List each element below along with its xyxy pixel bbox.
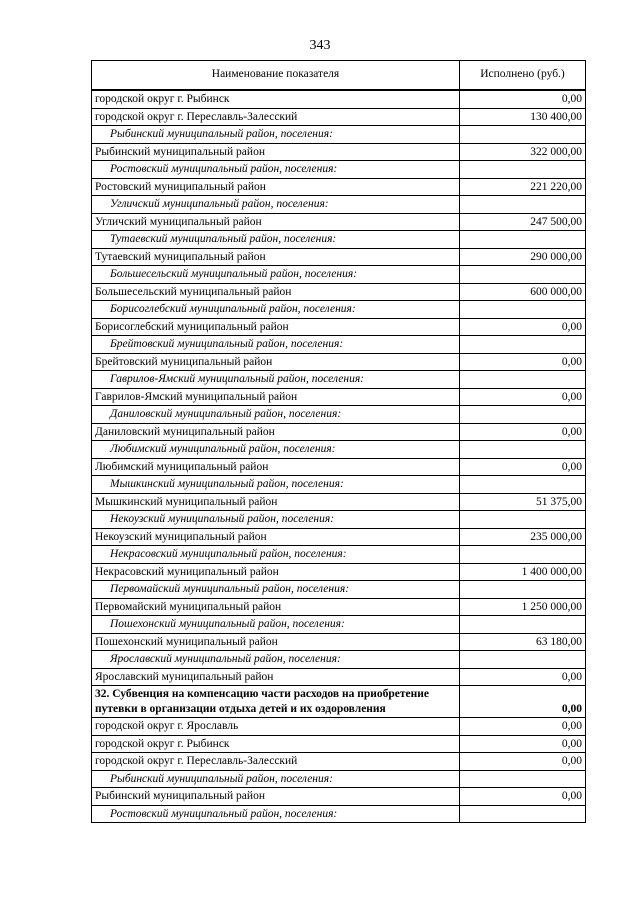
indicator-name: Большесельский муниципальный район, поселения: [92, 266, 460, 284]
indicator-name: городской округ г. Рыбинск [92, 735, 460, 753]
municipal-group-row [92, 805, 586, 823]
table-header-row [92, 61, 586, 91]
report-table [91, 60, 586, 823]
indicator-name: Мышкинский муниципальный район, поселения: [92, 476, 460, 494]
table-row [92, 598, 586, 616]
indicator-name: городской округ г. Переславль-Залесский [92, 753, 460, 771]
executed-amount [460, 336, 586, 354]
municipal-group-row [92, 581, 586, 599]
indicator-name: Некрасовский муниципальный район, поселения: [92, 546, 460, 564]
indicator-name: городской округ г. Ярославль [92, 718, 460, 736]
indicator-name: Тутаевский муниципальный район, поселения: [92, 231, 460, 249]
executed-amount [460, 161, 586, 179]
municipal-group-row [92, 441, 586, 459]
indicator-name: Борисоглебский муниципальный район [92, 318, 460, 336]
table-row [92, 108, 586, 126]
indicator-name: Пошехонский муниципальный район [92, 633, 460, 651]
page-number: 343 [309, 38, 331, 53]
municipal-group-row [92, 770, 586, 788]
executed-amount: 0,00 [460, 718, 586, 736]
indicator-name: Даниловский муниципальный район, поселения: [92, 406, 460, 424]
table-row [92, 423, 586, 441]
executed-amount [460, 406, 586, 424]
executed-amount: 130 400,00 [460, 108, 586, 126]
indicator-name: Борисоглебский муниципальный район, поселения: [92, 301, 460, 319]
table-row [92, 668, 586, 686]
municipal-group-row [92, 161, 586, 179]
executed-amount: 0,00 [460, 753, 586, 771]
indicator-name: Гаврилов-Ямский муниципальный район [92, 388, 460, 406]
executed-amount [460, 301, 586, 319]
indicator-name: Угличский муниципальный район [92, 213, 460, 231]
indicator-name: Некоузский муниципальный район [92, 528, 460, 546]
executed-amount [460, 581, 586, 599]
column-header-name: Наименование показателя [92, 61, 460, 91]
table-row [92, 458, 586, 476]
indicator-name: Ростовский муниципальный район, поселения: [92, 161, 460, 179]
executed-amount: 290 000,00 [460, 248, 586, 266]
table-row [92, 143, 586, 161]
executed-amount: 0,00 [460, 423, 586, 441]
indicator-name: Угличский муниципальный район, поселения: [92, 196, 460, 214]
indicator-name: Рыбинский муниципальный район, поселения: [92, 770, 460, 788]
executed-amount [460, 616, 586, 634]
indicator-name: Брейтовский муниципальный район, поселения: [92, 336, 460, 354]
executed-amount [460, 196, 586, 214]
table-row [92, 283, 586, 301]
indicator-name: Некрасовский муниципальный район [92, 563, 460, 581]
executed-amount [460, 511, 586, 529]
executed-amount [460, 126, 586, 144]
indicator-name: Некоузский муниципальный район, поселения: [92, 511, 460, 529]
indicator-name: Любимский муниципальный район, поселения: [92, 441, 460, 459]
executed-amount: 0,00 [460, 788, 586, 806]
executed-amount: 322 000,00 [460, 143, 586, 161]
municipal-group-row [92, 231, 586, 249]
executed-amount: 63 180,00 [460, 633, 586, 651]
executed-amount [460, 371, 586, 389]
executed-amount: 0,00 [460, 318, 586, 336]
table-row [92, 353, 586, 371]
municipal-group-row [92, 301, 586, 319]
executed-amount: 0,00 [460, 735, 586, 753]
table-row [92, 213, 586, 231]
executed-amount [460, 476, 586, 494]
municipal-group-row [92, 196, 586, 214]
executed-amount [460, 441, 586, 459]
executed-amount: 0,00 [460, 668, 586, 686]
executed-amount [460, 770, 586, 788]
municipal-group-row [92, 511, 586, 529]
table-row [92, 493, 586, 511]
indicator-name: Ростовский муниципальный район, поселения: [92, 805, 460, 823]
indicator-name: Большесельский муниципальный район [92, 283, 460, 301]
executed-amount: 221 220,00 [460, 178, 586, 196]
indicator-name: Мышкинский муниципальный район [92, 493, 460, 511]
table-row [92, 388, 586, 406]
table-row [92, 788, 586, 806]
indicator-name: Рыбинский муниципальный район [92, 788, 460, 806]
indicator-name: Брейтовский муниципальный район [92, 353, 460, 371]
table-row [92, 528, 586, 546]
indicator-name: городской округ г. Переславль-Залесский [92, 108, 460, 126]
municipal-group-row [92, 651, 586, 669]
table-row [92, 248, 586, 266]
table-row [92, 90, 586, 108]
table-row [92, 563, 586, 581]
table-body [92, 90, 586, 823]
indicator-name: Рыбинский муниципальный район, поселения: [92, 126, 460, 144]
municipal-group-row [92, 546, 586, 564]
executed-amount: 1 400 000,00 [460, 563, 586, 581]
executed-amount: 600 000,00 [460, 283, 586, 301]
indicator-name: Любимский муниципальный район [92, 458, 460, 476]
indicator-name: Ростовский муниципальный район [92, 178, 460, 196]
municipal-group-row [92, 616, 586, 634]
executed-amount: 0,00 [460, 388, 586, 406]
executed-amount [460, 805, 586, 823]
municipal-group-row [92, 476, 586, 494]
table-row [92, 735, 586, 753]
executed-amount [460, 546, 586, 564]
indicator-name: Тутаевский муниципальный район [92, 248, 460, 266]
table-row [92, 178, 586, 196]
municipal-group-row [92, 126, 586, 144]
municipal-group-row [92, 266, 586, 284]
table-row [92, 318, 586, 336]
executed-amount: 0,00 [460, 458, 586, 476]
executed-amount: 51 375,00 [460, 493, 586, 511]
municipal-group-row [92, 336, 586, 354]
table-row [92, 753, 586, 771]
indicator-name: Рыбинский муниципальный район [92, 143, 460, 161]
table-row [92, 718, 586, 736]
executed-amount: 0,00 [460, 353, 586, 371]
indicator-name: 32. Субвенция на компенсацию части расходов на приобретение путевки в организации отдыха детей и их оздоровления [92, 686, 460, 718]
executed-amount: 0,00 [460, 686, 586, 718]
municipal-group-row [92, 406, 586, 424]
indicator-name: Пошехонский муниципальный район, поселения: [92, 616, 460, 634]
executed-amount: 235 000,00 [460, 528, 586, 546]
municipal-group-row [92, 371, 586, 389]
indicator-name: Ярославский муниципальный район, поселения: [92, 651, 460, 669]
section-row [92, 686, 586, 718]
indicator-name: Гаврилов-Ямский муниципальный район, поселения: [92, 371, 460, 389]
executed-amount: 247 500,00 [460, 213, 586, 231]
executed-amount: 0,00 [460, 90, 586, 108]
executed-amount: 1 250 000,00 [460, 598, 586, 616]
column-header-value: Исполнено (руб.) [460, 61, 586, 91]
executed-amount [460, 266, 586, 284]
indicator-name: Ярославский муниципальный район [92, 668, 460, 686]
indicator-name: Первомайский муниципальный район [92, 598, 460, 616]
executed-amount [460, 651, 586, 669]
indicator-name: Даниловский муниципальный район [92, 423, 460, 441]
indicator-name: Первомайский муниципальный район, поселения: [92, 581, 460, 599]
executed-amount [460, 231, 586, 249]
table-row [92, 633, 586, 651]
indicator-name: городской округ г. Рыбинск [92, 90, 460, 108]
